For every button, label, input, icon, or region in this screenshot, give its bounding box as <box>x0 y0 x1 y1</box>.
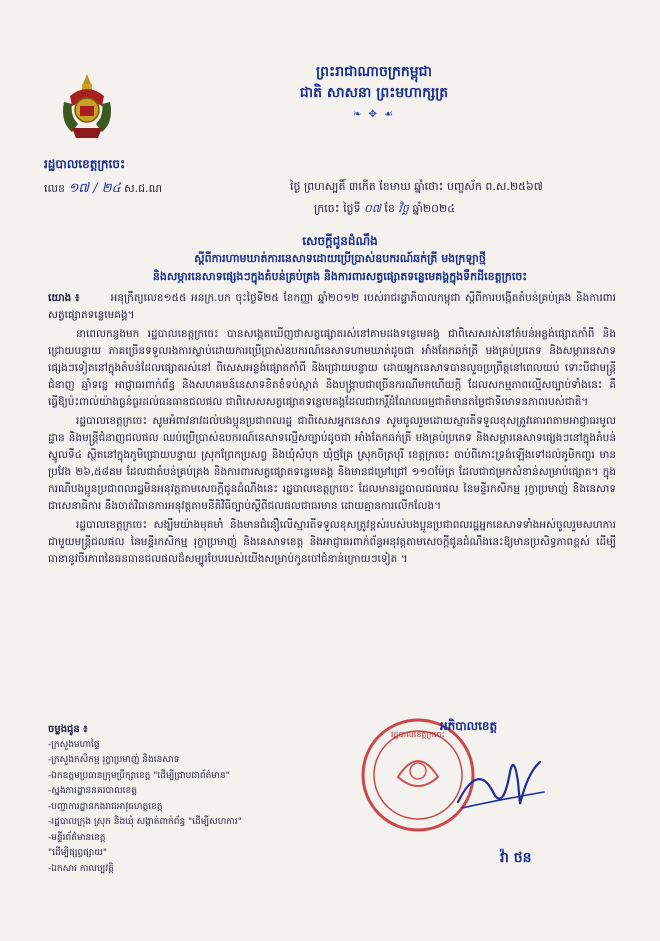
reference-paragraph-text: អនុក្រឹត្យលេខ១៥៥ អនក្រ.បក ចុះថ្ងៃទី២៥ ខែកញ្ញា ឆ្នាំ២០១២ របស់រាជរដ្ឋាភិបាលកម្ពុជា ស្តីពីការបង្កើតតំបន់គ្រប់គ្រង និងការពារសត្វផ្សោតទន្លេមេគង្គ។ <box>48 292 616 321</box>
body-paragraph-2: រដ្ឋបាលខេត្តក្រចេះ សូមអំពាវនាវដល់បងប្អូនប្រជាពលរដ្ឋ ជាពិសេសអ្នកនេសាទ សូមចូលរួមដោយស្មារតីទទួលខុសត្រូវគោរពតាមអាជ្ញាធរមូលដ្ឋាន និងមន្ត្រីជំនាញជលផល ឈប់ប្រើប្រាស់ឧបករណ៍នេសាទល្មើសច្បាប់ដូចជា អាំងតែកឆក់ត្រី មងគ្រប់ប្រភេទ និងសម្ភារនេសាទផ្សេងៗនៅក្នុងតំបន់ស្នូលទី៤ ស្ថិតនៅក្នុងភូមិជ្រោយបន្ទាយ ស្រុកព្រែកប្រសព្វ និងឃុំសំបុក ឃុំថ្មគ្រែ ស្រុកចិត្របុរី ខេត្តក្រចេះ ចាប់ពីកោះទ្រង់ឡើងទៅដល់ភូមិកញ្ចរ មានប្រវែង ២៦,៥៨គម ដែលជាតំបន់គ្រប់គ្រង និងការពារសត្វផ្សោតទន្លេមេគង្គ និងមានជម្រៅជ្រៅ ១១០ម៉ែត្រ ដែលជាជម្រកសំខាន់សម្រាប់ផ្សោត។ ក្នុងករណីបងប្អូនប្រជាពលរដ្ឋមិនអនុវត្តតាមសេចក្តីជូនដំណឹងនេះ រដ្ឋបាលខេត្តក្រចេះ ដែលមានរដ្ឋបាលជលផល នៃមន្ទីរកសិកម្ម រុក្ខាប្រមាញ់ និងនេសាទ ជាសេនាធិការ នឹងចាត់វិធានការអនុវត្តតាមនីតិវិធីច្បាប់ស្តីពីជលផលជាធរមាន ដោយគ្មានការលើកលែង។ <box>48 415 616 512</box>
reference-label: លេខ <box>44 182 65 195</box>
lunar-date: ថ្ងៃ ព្រហស្បតិ៍ ៣កើត ខែមាឃ ឆ្នាំថោះ បញ្ចស័ក ព.ស.២៥៦៧ <box>290 180 543 193</box>
solar-date <box>314 202 455 218</box>
body-paragraph-1: នាពេលកន្លងមក រដ្ឋបាលខេត្តក្រចេះ បានសង្កេតឃើញថាសត្វផ្សោតរស់នៅតាមដងទន្លេមេគង្គ ជាពិសេសរស់នៅតំបន់អន្លង់ផ្សោតកាំពី និងជ្រោយបន្ទាយ ភាគច្រើនទទួលរងការស្លាប់ដោយការប្រើប្រាស់ឧបករណ៍នេសាទហាមឃាត់ដូចជា អាំងតែកឆក់ត្រី មងគ្រប់ប្រភេទ និងសម្ភារនេសាទផ្សេងៗទៀតនៅក្នុងតំបន់ដែលផ្សោតរស់នៅ ពិសេសអន្លង់ផ្សោតកាំពី និងជ្រោយបន្ទាយ ដោយអ្នកនេសាទបានលួចប្រព្រឹត្តនៅពេលយប់ ទោះបីជាមន្ត្រីជំនាញ ឆ្មាំទន្លេ អាជ្ញាធរពាក់ព័ន្ធ និងសហគមន៍នេសាទខិតខំទប់ស្កាត់ និងបង្ក្រាបជាច្រើនករណីមកហើយក្តី ដែលសកម្មភាពល្មើសច្បាប់ទាំងនេះ គឺធ្វើឱ្យប៉ះពាល់យ៉ាងធ្ងន់ធ្ងរដល់ធនធានជលផល ជាពិសេសសត្វផ្សោតទន្លេមេគង្គដែលជាកេរ្តិ៍ដំណែលធម្មជាតិមានតម្លៃជាទីមោទនភាពរបស់ជាតិ។ <box>48 328 616 408</box>
body-paragraph-3: រដ្ឋបាលខេត្តក្រចេះ សង្ឃឹមយ៉ាងមុតមាំ និងមានជំនឿលើស្មារតីទទួលខុសត្រូវខ្ពស់របស់បងប្អូនប្រជាពលរដ្ឋអ្នកនេសាទទាំងអស់ចូលរួមសហការជាមួយមន្ត្រីជលផល នៃមន្ទីរកសិកម្ម រុក្ខាប្រមាញ់ និងនេសាទខេត្ត និងអាជ្ញាធរពាក់ព័ន្ធអនុវត្តតាមសេចក្តីជូនដំណឹងនេះឱ្យមានប្រសិទ្ធភាពខ្ពស់ ដើម្បីធានានូវចីរភាពនៃធនធានជលផលដ៏សម្បូរបែបរបស់យើងសម្រាប់កូនចៅជំនាន់ក្រោយៗទៀត ។ <box>48 519 616 565</box>
reference-suffix: ស.ជ.ណ <box>124 182 163 195</box>
reference-paragraph-label: យោង ៖ <box>48 292 80 304</box>
copy-to-item: -បញ្ជាការដ្ឋានកងរាជអាវុធហត្ថខេត្ត <box>48 801 163 812</box>
copy-to-title: ចម្លងជូន ៖ <box>48 724 88 735</box>
solar-date-day: ០៧ <box>364 202 381 215</box>
reference-paragraph <box>48 290 616 324</box>
solar-date-month-label: ខែ <box>384 202 395 215</box>
royal-emblem-logo <box>58 72 116 142</box>
copy-to-item: -ក្រសួងមហាផ្ទៃ <box>48 739 100 750</box>
solar-date-year: ឆ្នាំ២០២៤ <box>412 202 456 215</box>
seal-text: រដ្ឋបាលខេត្តក្រចេះ <box>390 730 446 739</box>
copy-to-item: -ក្រសួងកសិកម្ម រុក្ខាប្រមាញ់ និងនេសាទ <box>48 755 180 765</box>
notice-title-block <box>40 232 640 286</box>
copy-to-item: -រដ្ឋបាលក្រុង ស្រុក និងឃុំ សង្កាត់ពាក់ព័ន្ធ "ដើម្បីសហការ" <box>48 817 242 827</box>
copy-to-item: -មន្ទីរព័ត៌មានខេត្ត <box>48 832 106 843</box>
handwritten-signature <box>448 742 548 822</box>
reference-number <box>44 180 162 199</box>
header-ornament: ❧ ✥ ☙ <box>352 109 396 120</box>
notice-subject-line-2: និងសម្ភារនេសាទផ្សេងៗក្នុងតំបន់គ្រប់គ្រង និងការពារសត្វផ្សោតទន្លេមេគង្គក្នុងទឹកដីខេត្តក្រចេះ <box>152 270 528 283</box>
kingdom-name: ព្រះរាជាណាចក្រកម្ពុជា <box>315 64 432 80</box>
issuing-authority: រដ្ឋបាលខេត្តក្រចេះ <box>44 157 126 171</box>
signatory-title: អភិបាលខេត្ត <box>440 719 498 733</box>
copy-to-item: -ឯកឧត្តមប្រធានក្រុមប្រឹក្សាខេត្ត "ដើម្បីជ្រាបជាព័ត៌មាន" <box>48 770 230 781</box>
copy-to-item: -ឯកសារ កាលប្បវត្តិ <box>48 863 114 874</box>
copy-to-item: "ដើម្បីផ្សព្វផ្សាយ" <box>48 848 108 858</box>
copy-to-item: -ស្នងការដ្ឋាននគរបាលខេត្ត <box>48 786 137 796</box>
national-motto: ជាតិ សាសនា ព្រះមហាក្សត្រ <box>299 85 449 101</box>
notice-title: សេចក្តីជូនដំណឹង <box>302 234 378 248</box>
copy-to-list <box>48 722 242 877</box>
notice-body <box>48 290 616 570</box>
notice-subject-line-1: ស្តីពីការហាមឃាត់ការនេសាទដោយប្រើប្រាស់ឧបករណ៍ឆក់ត្រី មងក្រឡាថ្មី <box>194 252 486 265</box>
signatory-name: វ៉ា ថន <box>500 850 532 866</box>
solar-date-prefix: ក្រចេះ ថ្ងៃទី <box>314 202 361 215</box>
kingdom-header <box>244 62 504 125</box>
reference-handwritten-number: ១៧ / ២៤ <box>68 181 121 196</box>
solar-date-month: វិច្ឆ <box>398 202 409 215</box>
